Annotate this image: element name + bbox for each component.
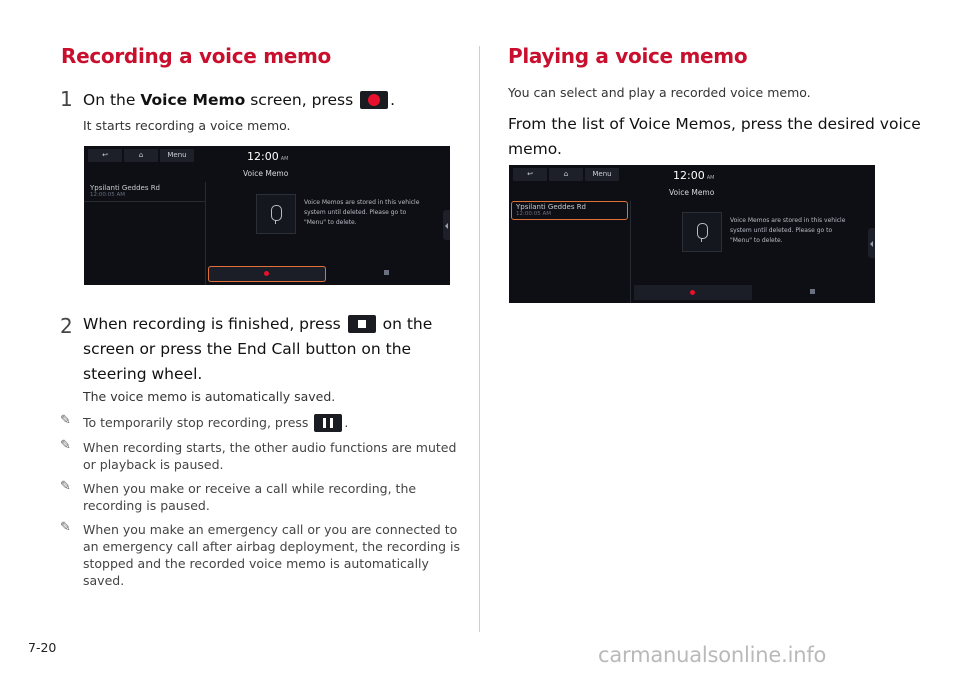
pencil-note-icon: ✎	[60, 438, 71, 453]
note-item: ✎ When you make or receive a call while recording, the recording is paused.	[60, 479, 417, 513]
home-icon[interactable]: ⌂	[124, 149, 158, 162]
page-number: 7-20	[28, 640, 57, 655]
microphone-icon	[256, 194, 296, 234]
list-item[interactable]: Ypsilanti Geddes Rd 12:00:05 AM	[516, 203, 586, 217]
screen-title: Voice Memo	[243, 169, 289, 178]
step-2-text: When recording is finished, press on the screen or press the End Call button on the steering wheel.	[83, 315, 433, 383]
step-1-sub: It starts recording a voice memo.	[83, 118, 291, 133]
list-item-highlight	[511, 201, 628, 220]
step-1-text: On the Voice Memo screen, press .	[83, 91, 396, 109]
chevron-left-icon	[445, 223, 448, 229]
side-handle[interactable]	[868, 228, 875, 258]
watermark: carmanualsonline.info	[598, 643, 827, 667]
stop-icon[interactable]	[810, 289, 815, 294]
info-text: Voice Memos are stored in this vehicle system until deleted. Please go to "Menu" to delete.	[304, 199, 420, 226]
info-text: Voice Memos are stored in this vehicle system until deleted. Please go to "Menu" to delete.	[730, 217, 846, 244]
record-highlight	[208, 266, 326, 282]
voice-memo-screen-list	[509, 165, 875, 303]
pencil-note-icon: ✎	[60, 413, 71, 428]
step-2-sub: The voice memo is automatically saved.	[83, 389, 336, 404]
record-dot-icon	[690, 290, 695, 295]
chevron-left-icon	[870, 241, 873, 247]
menu-button[interactable]: Menu	[585, 168, 619, 181]
back-icon[interactable]: ↩	[513, 168, 547, 181]
notes-list	[60, 413, 461, 588]
step-number: 1	[60, 87, 73, 111]
record-button[interactable]	[634, 285, 752, 300]
column-divider	[479, 46, 480, 632]
section-heading-recording: Recording a voice memo	[61, 44, 331, 68]
note-item: ✎ To temporarily stop recording, press .	[60, 413, 349, 430]
screen-title: Voice Memo	[669, 188, 715, 197]
voice-memo-label: Voice Memo	[140, 91, 246, 109]
step-number: 2	[60, 314, 73, 338]
record-button-icon	[360, 91, 388, 109]
note-item: ✎ When recording starts, the other audio functions are muted or playback is paused.	[60, 438, 457, 472]
pause-button-icon	[314, 414, 342, 432]
clock: 12:00 AM	[673, 169, 715, 182]
microphone-icon	[682, 212, 722, 252]
note-item: ✎ When you make an emergency call or you are connected to an emergency call after airbag deployment, the recording is stopped and the recorded voice memo is automatically saved.	[60, 520, 461, 588]
pencil-note-icon: ✎	[60, 479, 71, 494]
side-handle[interactable]	[443, 210, 450, 240]
pencil-note-icon: ✎	[60, 520, 71, 535]
clock: 12:00 AM	[247, 150, 289, 163]
memo-list	[84, 182, 206, 285]
stop-icon[interactable]	[384, 270, 389, 275]
menu-button[interactable]: Menu	[160, 149, 194, 162]
stop-button-icon	[348, 315, 376, 333]
back-icon[interactable]: ↩	[88, 149, 122, 162]
playing-sub: You can select and play a recorded voice memo.	[508, 85, 811, 100]
voice-memo-screen-recording	[84, 146, 450, 285]
list-item[interactable]: Ypsilanti Geddes Rd 12:00:05 AM	[90, 184, 160, 198]
playing-step-text: From the list of Voice Memos, press the desired voice memo.	[508, 115, 921, 158]
section-heading-playing: Playing a voice memo	[508, 44, 748, 68]
home-icon[interactable]: ⌂	[549, 168, 583, 181]
